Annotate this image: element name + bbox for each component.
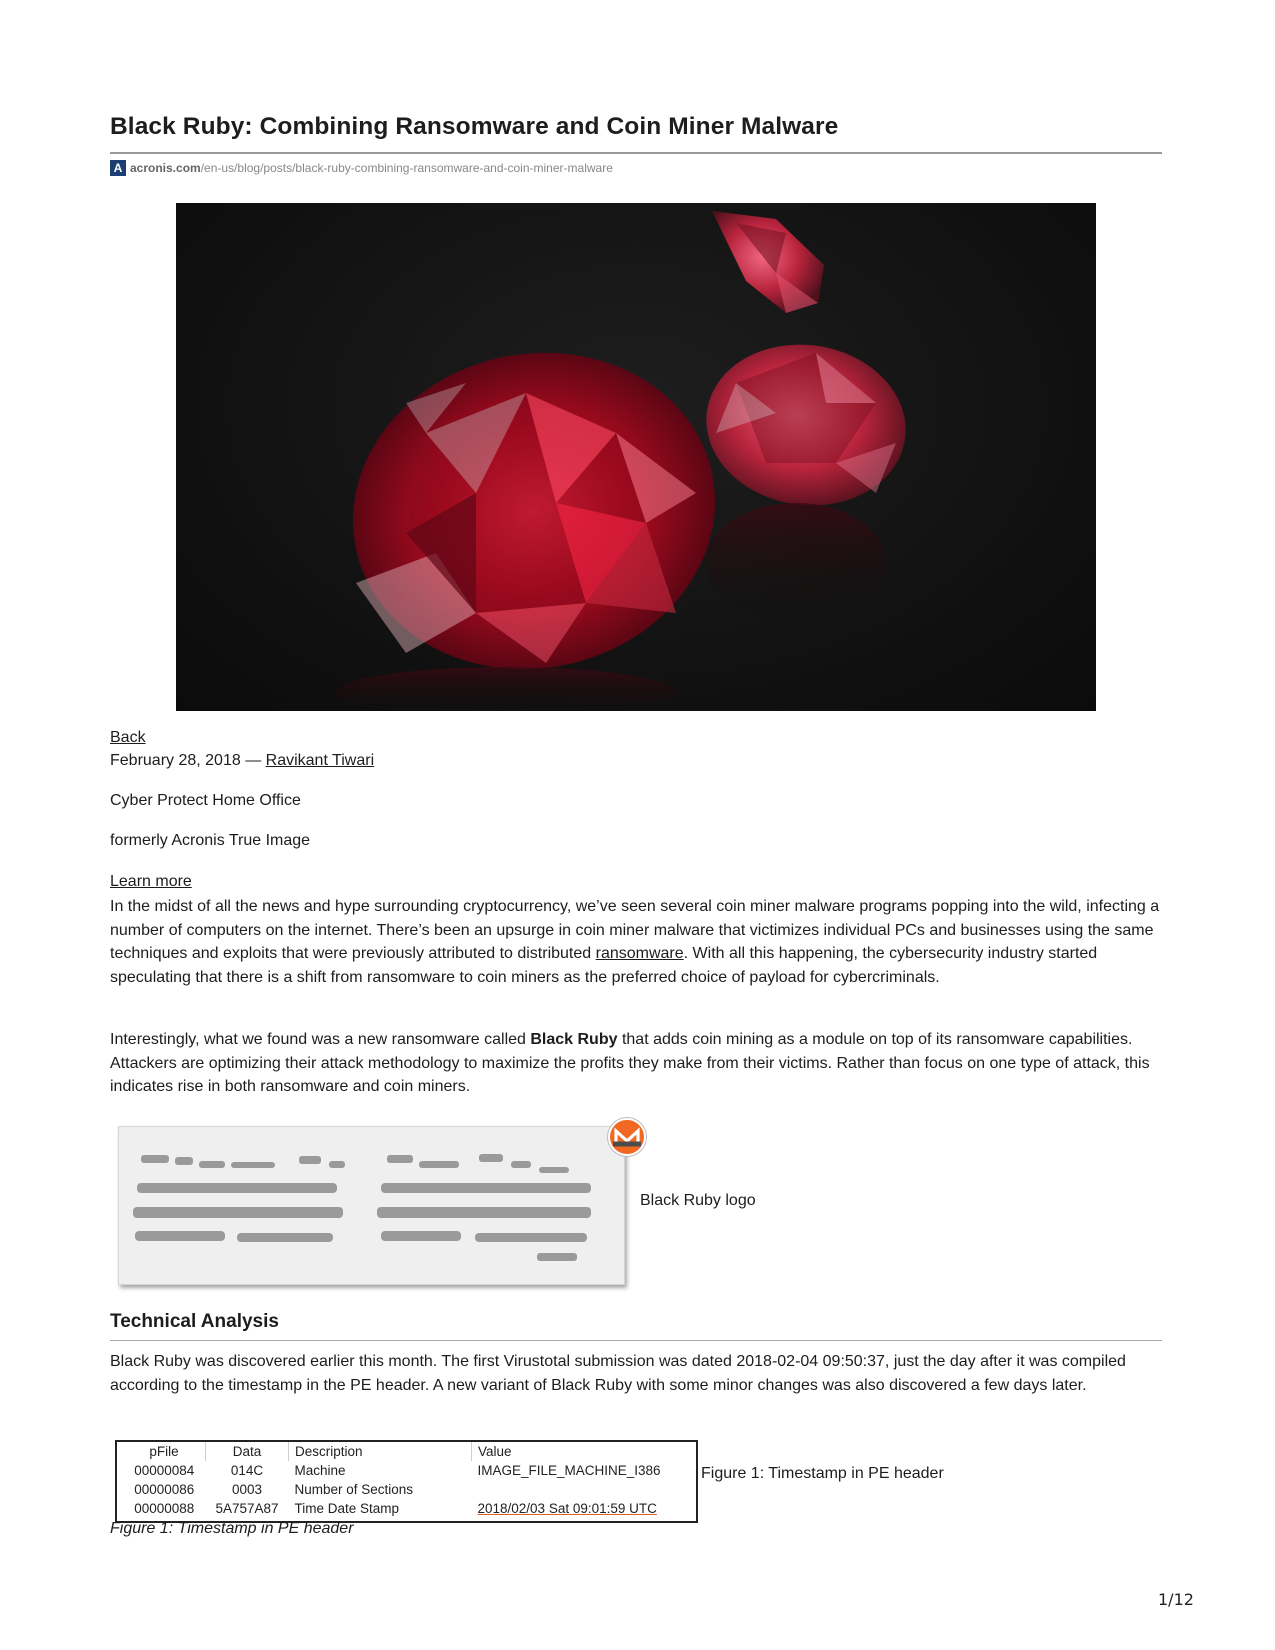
table-cell (472, 1480, 675, 1499)
hero-image-rubies (176, 203, 1096, 711)
figure-caption-inline: Figure 1: Timestamp in PE header (701, 1465, 944, 1482)
monero-icon (608, 1118, 646, 1156)
table-row (123, 1461, 674, 1480)
table-cell: Machine (294, 1463, 346, 1478)
table-cell: 0003 (231, 1482, 263, 1497)
author-link[interactable]: Ravikant Tiwari (265, 752, 375, 769)
ransomware-link[interactable]: ransomware (595, 945, 684, 962)
figure-caption: Figure 1: Timestamp in PE header (110, 1520, 354, 1537)
table-row (123, 1480, 674, 1499)
post-meta (110, 752, 374, 770)
post-date: February 28, 2018 — (110, 752, 266, 769)
paragraph-text: that adds coin mining as a module on top of its ransomware capabilities. Attackers are optimizing their attack methodology to maximize the profits they make from their victims. Rather than focus on one type of attack, this indicates rise in both ransomware and coin miners. (110, 1031, 1150, 1095)
column-header: Value (478, 1444, 512, 1459)
timestamp-value-cell: 2018/02/03 Sat 09:01:59 UTC (477, 1501, 657, 1516)
black-ruby-logo-image (118, 1126, 625, 1285)
section-heading: Technical Analysis (110, 1311, 279, 1332)
pe-header-table (115, 1440, 698, 1523)
table-cell: 5A757A87 (215, 1501, 279, 1516)
column-header: pFile (123, 1442, 206, 1461)
page-title: Black Ruby: Combining Ransomware and Coin Miner Malware (110, 113, 839, 140)
small-ruby-middle (696, 332, 916, 518)
product-formerly: formerly Acronis True Image (110, 832, 311, 849)
learn-more-link[interactable]: Learn more (110, 873, 192, 890)
table-header-row (123, 1442, 674, 1461)
table-row (123, 1499, 674, 1518)
paragraph-black-ruby (110, 1028, 1162, 1099)
table-cell: 00000088 (134, 1501, 195, 1516)
table-cell: 00000084 (134, 1463, 195, 1478)
paragraph-technical: Black Ruby was discovered earlier this month. The first Virustotal submission was dated 2018-02-04 09:50:37, just the day after it was compiled according to the timestamp in the PE header. A new variant of Black Ruby with some minor changes was also discovered a few days later. (110, 1353, 1126, 1394)
paragraph-intro (110, 895, 1162, 989)
paragraph-text: Interestingly, what we found was a new ransomware called (110, 1031, 531, 1048)
logo-caption: Black Ruby logo (640, 1192, 756, 1209)
paragraph-text: In the midst of all the news and hype surrounding cryptocurrency, we’ve seen several coin miner malware programs popping into the wild, infecting a number of computers on the internet. There’s been an upsurge in coin miner malware that victimizes individual PCs and businesses using the same techniques and exploits that were previously attributed to distributed (110, 898, 1160, 962)
ruby-reflection (706, 503, 886, 623)
acronis-logo-icon: A (110, 160, 126, 176)
table-cell: Time Date Stamp (294, 1501, 400, 1516)
column-header: Data (206, 1442, 289, 1461)
table-cell: 00000086 (134, 1482, 195, 1497)
section-divider (110, 1340, 1162, 1341)
ruby-reflection (336, 667, 676, 711)
paragraph-text: . With all this happening, the cybersecurity industry started speculating that there is a shift from ransomware to coin miners as the preferred choice of payload for cybercriminals. (110, 945, 1098, 986)
table-cell: 014C (230, 1463, 264, 1478)
large-ruby (323, 320, 744, 703)
source-path: /en-us/blog/posts/black-ruby-combining-ransomware-and-coin-miner-malware (200, 161, 613, 175)
table-cell: Number of Sections (294, 1482, 414, 1497)
product-name: Cyber Protect Home Office (110, 792, 301, 809)
source-domain: acronis.com (130, 161, 201, 175)
column-header: Description (289, 1442, 472, 1461)
table-cell: IMAGE_FILE_MACHINE_I386 (477, 1463, 661, 1478)
back-link[interactable]: Back (110, 729, 146, 746)
small-ruby-top (712, 211, 824, 313)
title-divider (110, 152, 1162, 154)
page-number: 1/12 (1158, 1590, 1194, 1609)
source-url[interactable] (110, 159, 613, 177)
paragraph-bold: Black Ruby (530, 1031, 618, 1048)
